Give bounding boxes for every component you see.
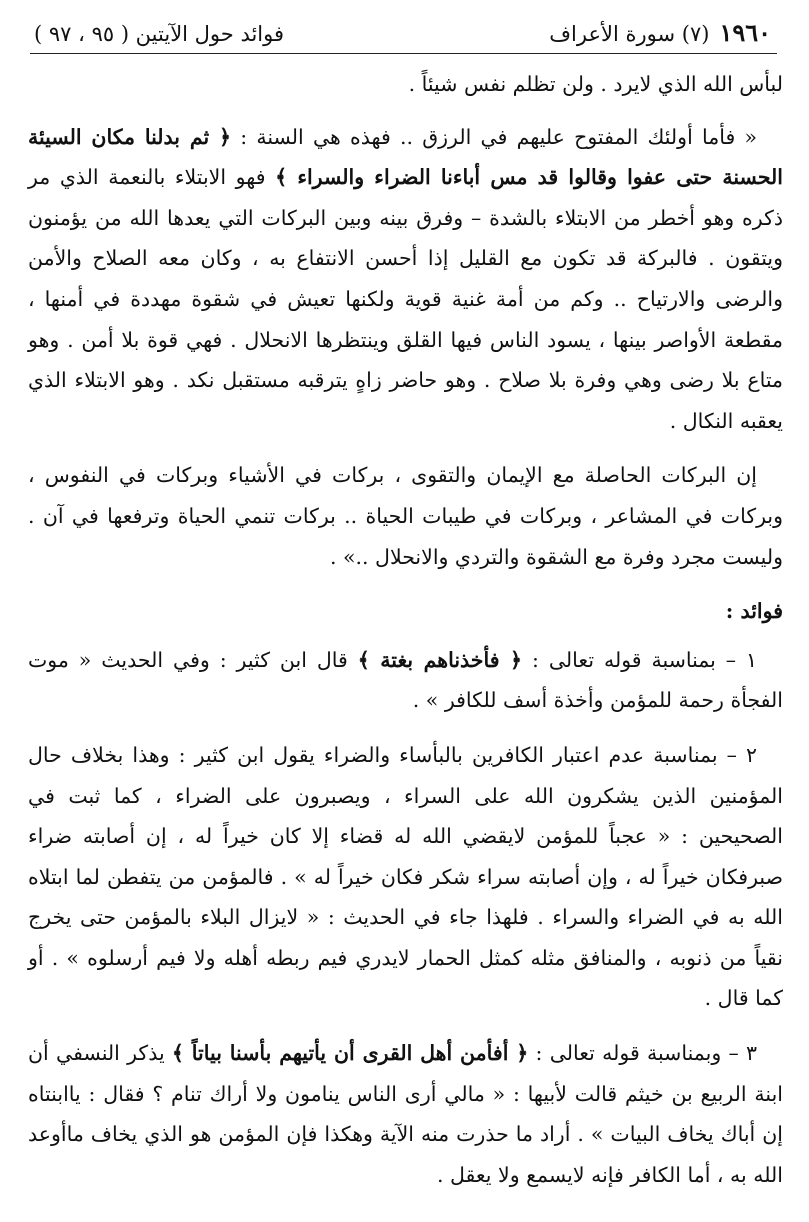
benefit-text: ٣ – وبمناسبة قوله تعالى : [528, 1041, 757, 1066]
benefit-text: ١ – بمناسبة قوله تعالى : [522, 647, 757, 672]
page-number: ١٩٦٠ [719, 18, 771, 47]
benefit-text: قال ابن كثير : وفي الحديث « موت الفجأة رحمة للمؤمن وأخذة أسف للكافر » . [28, 647, 783, 713]
paragraph-text: « فأما أولئك المفتوح عليهم في الرزق .. فهذه هي السنة : [231, 124, 757, 149]
fawaid-heading: فوائد : [725, 599, 783, 624]
page-body [28, 64, 783, 1195]
benefit-text: يذكر النسفي أن ابنة الربيع بن خيثم قالت لأبيها : « مالي أرى الناس ينامون ولا أراك تنام ؟ فقال : ياابنتاه إن أباك يخاف البيات » . أراد ما حذرت منه الآية وهكذا فإن المؤمن هو الذي يخاف ماأوعد الله به ، أما الكافر فإنه لايسمع ولا يعقل . [28, 1041, 783, 1187]
paragraph-continuation: لبأس الله الذي لايرد . ولن تظلم نفس شيئاً . [408, 72, 783, 96]
quran-verse: ﴿ ثم بدلنا مكان السيئة الحسنة حتى عفوا وقالوا قد مس أباءنا الضراء والسراء ﴾ [28, 124, 783, 190]
benefit-2: ٢ – بمناسبة عدم اعتبار الكافرين بالبأساء والضراء يقول ابن كثير : وهذا بخلاف حال المؤمنين الذين يشكرون الله على السراء ، ويصبرون على الضراء ، كما ثبت في الصحيحين : « عجباً للمؤمن لايقضي الله له قضاء إلا كان خيراً له ، إن أصابته ضراء صبرفكان خيراً له ، وإن أصابته سراء شكر فكان خيراً له » . فالمؤمن من يتفطن لما ابتلاه الله به في الضراء والسراء . فلهذا جاء في الحديث : « لايزال البلاء بالمؤمن حتى يخرج نقياً من ذنوبه ، والمنافق مثله كمثل الحمار لايدري فيم ربطه أهله ولا فيم أرسلوه » . أو كما قال . [28, 742, 783, 1011]
benefit-3 [28, 1033, 783, 1195]
header-right [549, 18, 771, 49]
paragraph-blessing-test [28, 117, 783, 442]
benefit-1 [28, 640, 783, 721]
running-header [30, 18, 777, 54]
paragraph-text: فهو الابتلاء بالنعمة الذي مر ذكره وهو أخطر من الابتلاء بالشدة – وفرق بينه وبين البركات التي يعدها الله من يؤمنون ويتقون . فالبركة قد تكون مع القليل إذا أحسن الانتفاع به ، وكان معه الصلاح والأمن والرضى والارتياح .. وكم من أمة غنية قوية ولكنها تعيش في شقوة مهددة في أمنها ، مقطعة الأواصر بينها ، يسود الناس فيها القلق وينتظرها الانحلال . فهي قوة بلا أمن . وهو متاع بلا رضى وهي وفرة بلا صلاح . وهو حاضر زاهٍ يترقبه مستقبل نكد . وهو الابتلاء الذي يعقبه النكال . [28, 165, 783, 433]
surah-title: (٧) سورة الأعراف [549, 22, 710, 46]
quran-verse: ﴿ فأخذناهم بغتة ﴾ [357, 647, 523, 672]
section-heading: فوائد حول الآيتين ( ٩٥ ، ٩٧ ) [34, 22, 285, 46]
paragraph-barakat: إن البركات الحاصلة مع الإيمان والتقوى ، بركات في الأشياء وبركات في النفوس ، وبركات في المشاعر ، وبركات في طيبات الحياة .. بركات تنمي الحياة وترفعها في آن . وليست مجرد وفرة مع الشقوة والتردي والانحلال ..» . [28, 463, 783, 569]
quran-verse: ﴿ أفأمن أهل القرى أن يأتيهم بأسنا بياتاً ﴾ [171, 1041, 529, 1066]
